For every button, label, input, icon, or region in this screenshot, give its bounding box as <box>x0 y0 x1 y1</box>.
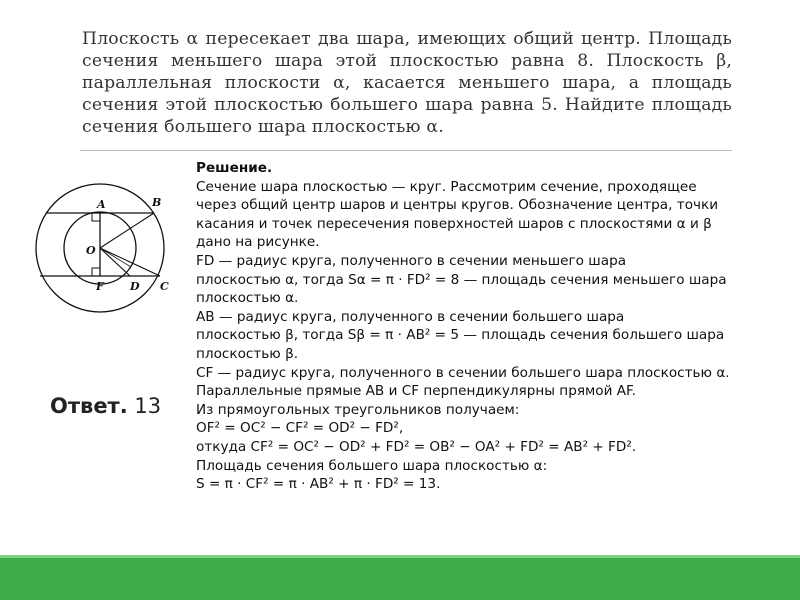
right-angle-a <box>92 213 100 221</box>
solution-line: плоскостью β. <box>196 345 299 362</box>
solution-line: откуда CF² = OC² − OD² + FD² = OB² − OA² + FD² = AB² + FD². <box>196 438 637 455</box>
divider <box>80 150 732 151</box>
solution-line: S = π · CF² = π · AB² + π · FD² = 13. <box>196 476 441 493</box>
segment-od <box>100 248 130 276</box>
solution-line: плоскостью β, тогда Sβ = π · AB² = 5 — площадь сечения большего шара <box>196 327 725 344</box>
solution-line: CF — радиус круга, полученного в сечении большего шара плоскостью α. <box>196 364 730 381</box>
right-angle-f <box>92 268 100 276</box>
solution-line: Сечение шара плоскостью — круг. Рассмотрим сечение, проходящее <box>196 178 697 195</box>
label-o: O <box>86 244 96 257</box>
label-a: A <box>97 198 106 211</box>
segment-od2 <box>100 248 131 267</box>
segment-ob <box>100 213 154 248</box>
footer-highlight <box>0 555 800 558</box>
solution-line: дано на рисунке. <box>196 234 320 251</box>
answer-label: Ответ. <box>50 394 128 418</box>
answer-value: 13 <box>134 394 162 418</box>
label-c: C <box>160 280 169 293</box>
geometry-figure <box>30 178 180 318</box>
solution-title: Решение. <box>196 160 273 176</box>
solution-line: Параллельные прямые AB и CF перпендикулярны прямой AF. <box>196 383 636 400</box>
answer <box>50 394 161 418</box>
label-f: F <box>96 280 104 293</box>
label-d: D <box>130 280 140 293</box>
solution-line: Из прямоугольных треугольников получаем: <box>196 401 520 418</box>
solution-line: плоскостью α. <box>196 290 299 307</box>
solution-block <box>196 159 796 494</box>
solution-line: FD — радиус круга, полученного в сечении меньшего шара <box>196 252 627 269</box>
label-b: B <box>152 196 162 209</box>
segment-oc <box>100 248 160 276</box>
solution-line: касания и точек пересечения поверхностей шаров с плоскостями α и β <box>196 215 712 232</box>
solution-line: AB — радиус круга, полученного в сечении большего шара <box>196 308 625 325</box>
footer-bar <box>0 555 800 600</box>
problem-statement: Плоскость α пересекает два шара, имеющих общий центр. Площадь сечения меньшего шара этой плоскостью равна 8. Плоскость β, параллельная плоскости α, касается меньшего шара, а площадь сечения этой плоскостью большего шара равна 5. Найдите площадь сечения большего шара плоскостью α. <box>82 29 732 137</box>
solution-line: OF² = OC² − CF² = OD² − FD², <box>196 420 404 437</box>
solution-line: через общий центр шаров и центры кругов. Обозначение центра, точки <box>196 197 719 214</box>
solution-line: плоскостью α, тогда Sα = π · FD² = 8 — площадь сечения меньшего шара <box>196 271 727 288</box>
solution-line: Площадь сечения большего шара плоскостью α: <box>196 457 548 474</box>
